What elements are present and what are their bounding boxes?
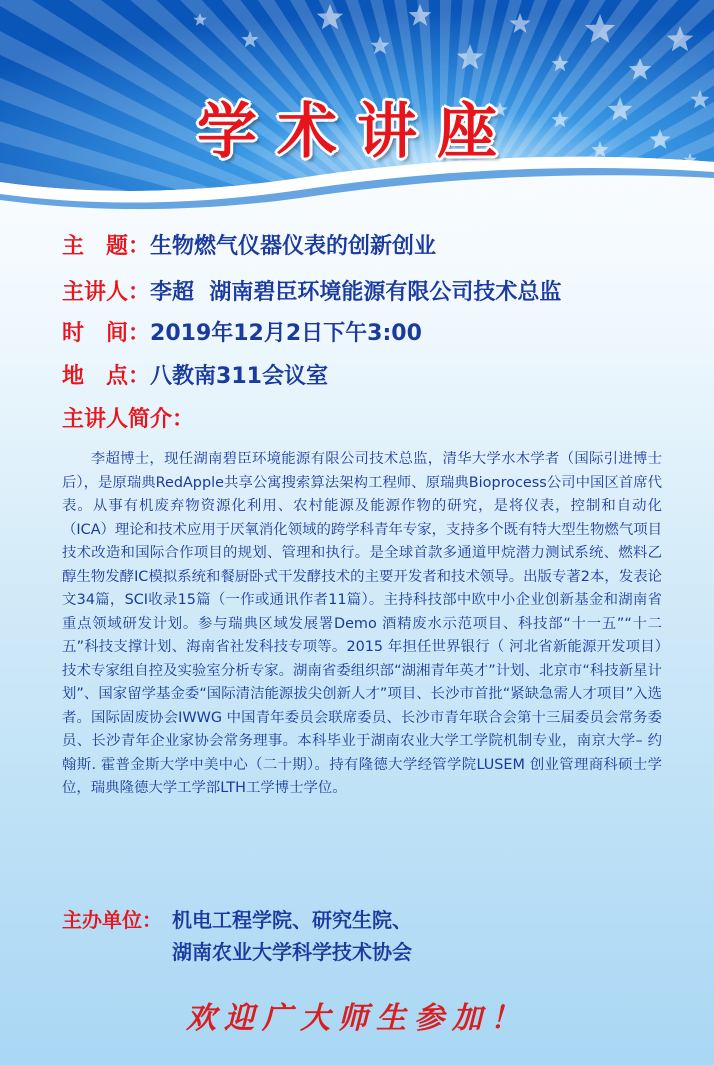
venue-row	[62, 362, 328, 392]
host-label: 主办单位：	[62, 908, 162, 932]
topic-label: 主 题：	[62, 234, 151, 259]
venue-value: 八教南311会议室	[150, 364, 328, 389]
time-label: 时 间：	[62, 321, 151, 346]
poster-title: 学术讲座	[197, 97, 517, 167]
intro-heading: 主讲人简介：	[62, 407, 195, 432]
host-line-2: 湖南农业大学科学技术协会	[172, 940, 412, 964]
time-row	[62, 319, 422, 349]
speaker-bio: 李超博士，现任湖南碧臣环境能源有限公司技术总监，清华大学水木学者（国际引进博士后），是原瑞典RedApple共享公寓搜索算法架构工程师、原瑞典Bioprocess公司中国区首席代表。从事有机废弃物资源化利用、农村能源及能源作物的研究，是将仪表，控制和自动化（ICA）理论和技术应用于厌氧消化领域的跨学科青年专家，支持多个既有特大型生物燃气项目技术改造和国际合作项目的规划、管理和执行。是全球首款多通道甲烷潜力测试系统、燃料乙醇生物发酵IC模拟系统和餐厨卧式干发酵技术的主要开发者和技术领导。出版专著2本，发表论文34篇，SCI收录15篇（一作或通讯作者11篇）。主持科技部中欧中小企业创新基金和湖南省重点领域研发计划。参与瑞典区域发展署Demo 酒精废水示范项目、科技部“十一五”“十二五”科技支撑计划、海南省社发科技专项等。2015 年担任世界银行（ 河北省新能源开发项目）技术专家组自控及实验室分析专家。湖南省委组织部“湖湘青年英才”计划、北京市“科技新星计划”、国家留学基金委“国际清洁能源拔尖创新人才”项目、长沙市首批“紧缺急需人才项目”入选者。国际固废协会IWWG 中国青年委员会联席委员、长沙市青年联合会第十三届委员会常务委员、长沙青年企业家协会常务理事。本科毕业于湖南农业大学工学院机制专业，南京大学– 约翰斯. 霍普金斯大学中美中心（二十期）。持有隆德大学经管学院LUSEM 创业管理商科硕士学位，瑞典隆德大学工学部LTH工学博士学位。	[62, 451, 662, 796]
welcome-message: 欢迎广大师生参加！	[186, 1001, 528, 1036]
host-line-1: 机电工程学院、研究生院、	[172, 908, 412, 932]
speaker-label: 主讲人：	[62, 280, 151, 305]
topic-row	[62, 232, 436, 262]
topic-value: 生物燃气仪器仪表的创新创业	[150, 234, 437, 259]
speaker-value: 李超 湖南碧臣环境能源有限公司技术总监	[150, 280, 562, 305]
venue-label: 地 点：	[62, 364, 151, 389]
speaker-row	[62, 278, 561, 308]
time-value: 2019年12月2日下午3:00	[150, 321, 422, 346]
